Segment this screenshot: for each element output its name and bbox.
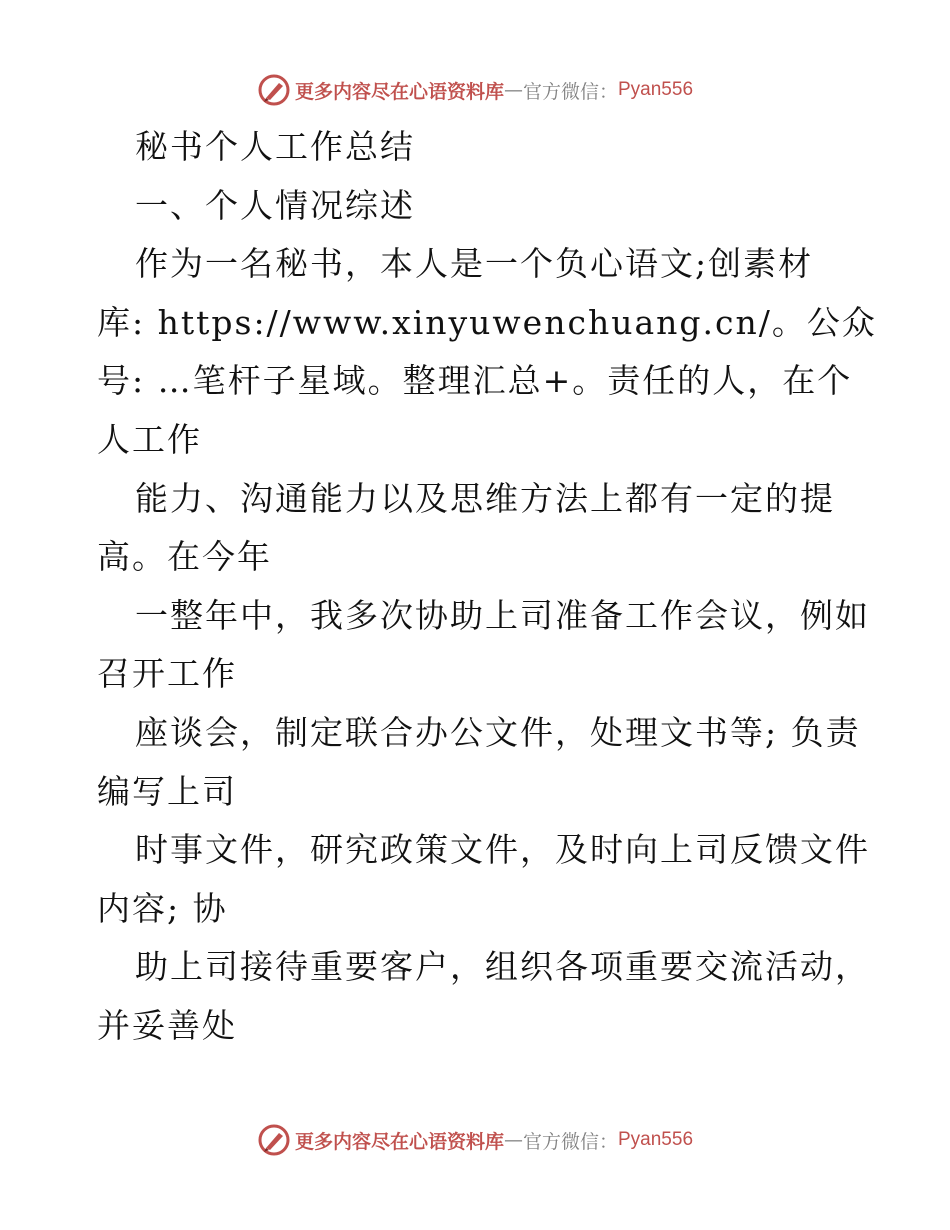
banner-tagline: 更多内容尽在心语资料库	[294, 80, 504, 103]
doc-line: 作为一名秘书，本人是一个负心语文;创素材	[135, 244, 814, 284]
banner-wechat-id: Pyan556	[618, 79, 694, 100]
doc-title: 秘书个人工作总结	[135, 127, 415, 166]
doc-line: 库: https://www.xinyuwenchuang.cn/。公众	[97, 302, 877, 342]
doc-line: 人工作	[97, 419, 202, 459]
banner-wechat-label: 官方微信：	[522, 80, 618, 103]
doc-line: 号: …笔杆子星域。整理汇总+。责任的人，在个	[97, 361, 853, 401]
doc-section-heading: 一、个人情况综述	[135, 185, 415, 225]
doc-line: 召开工作	[97, 654, 237, 694]
doc-line: 座谈会，制定联合办公文件，处理文书等; 负责	[135, 712, 861, 752]
banner-dash: —	[503, 1129, 523, 1151]
banner-dash: —	[503, 79, 523, 101]
footer-banner	[0, 1120, 950, 1160]
banner-wechat-label: 官方微信：	[522, 1130, 618, 1153]
doc-line: 一整年中，我多次协助上司准备工作会议，例如	[135, 595, 870, 635]
doc-line: 编写上司	[97, 771, 237, 811]
banner-tagline: 更多内容尽在心语资料库	[294, 1130, 504, 1153]
doc-line: 助上司接待重要客户，组织各项重要交流活动，	[135, 947, 870, 987]
header-banner	[0, 70, 950, 110]
pen-logo-icon	[257, 73, 291, 107]
doc-line: 并妥善处	[97, 1005, 237, 1045]
doc-line: 高。在今年	[97, 537, 272, 577]
banner-wechat-id: Pyan556	[618, 1129, 694, 1150]
doc-line: 能力、沟通能力以及思维方法上都有一定的提	[135, 478, 835, 518]
pen-logo-icon	[257, 1123, 291, 1157]
doc-line: 时事文件，研究政策文件，及时向上司反馈文件	[135, 830, 870, 870]
document-body	[97, 118, 877, 1056]
doc-line: 内容; 协	[97, 888, 228, 928]
